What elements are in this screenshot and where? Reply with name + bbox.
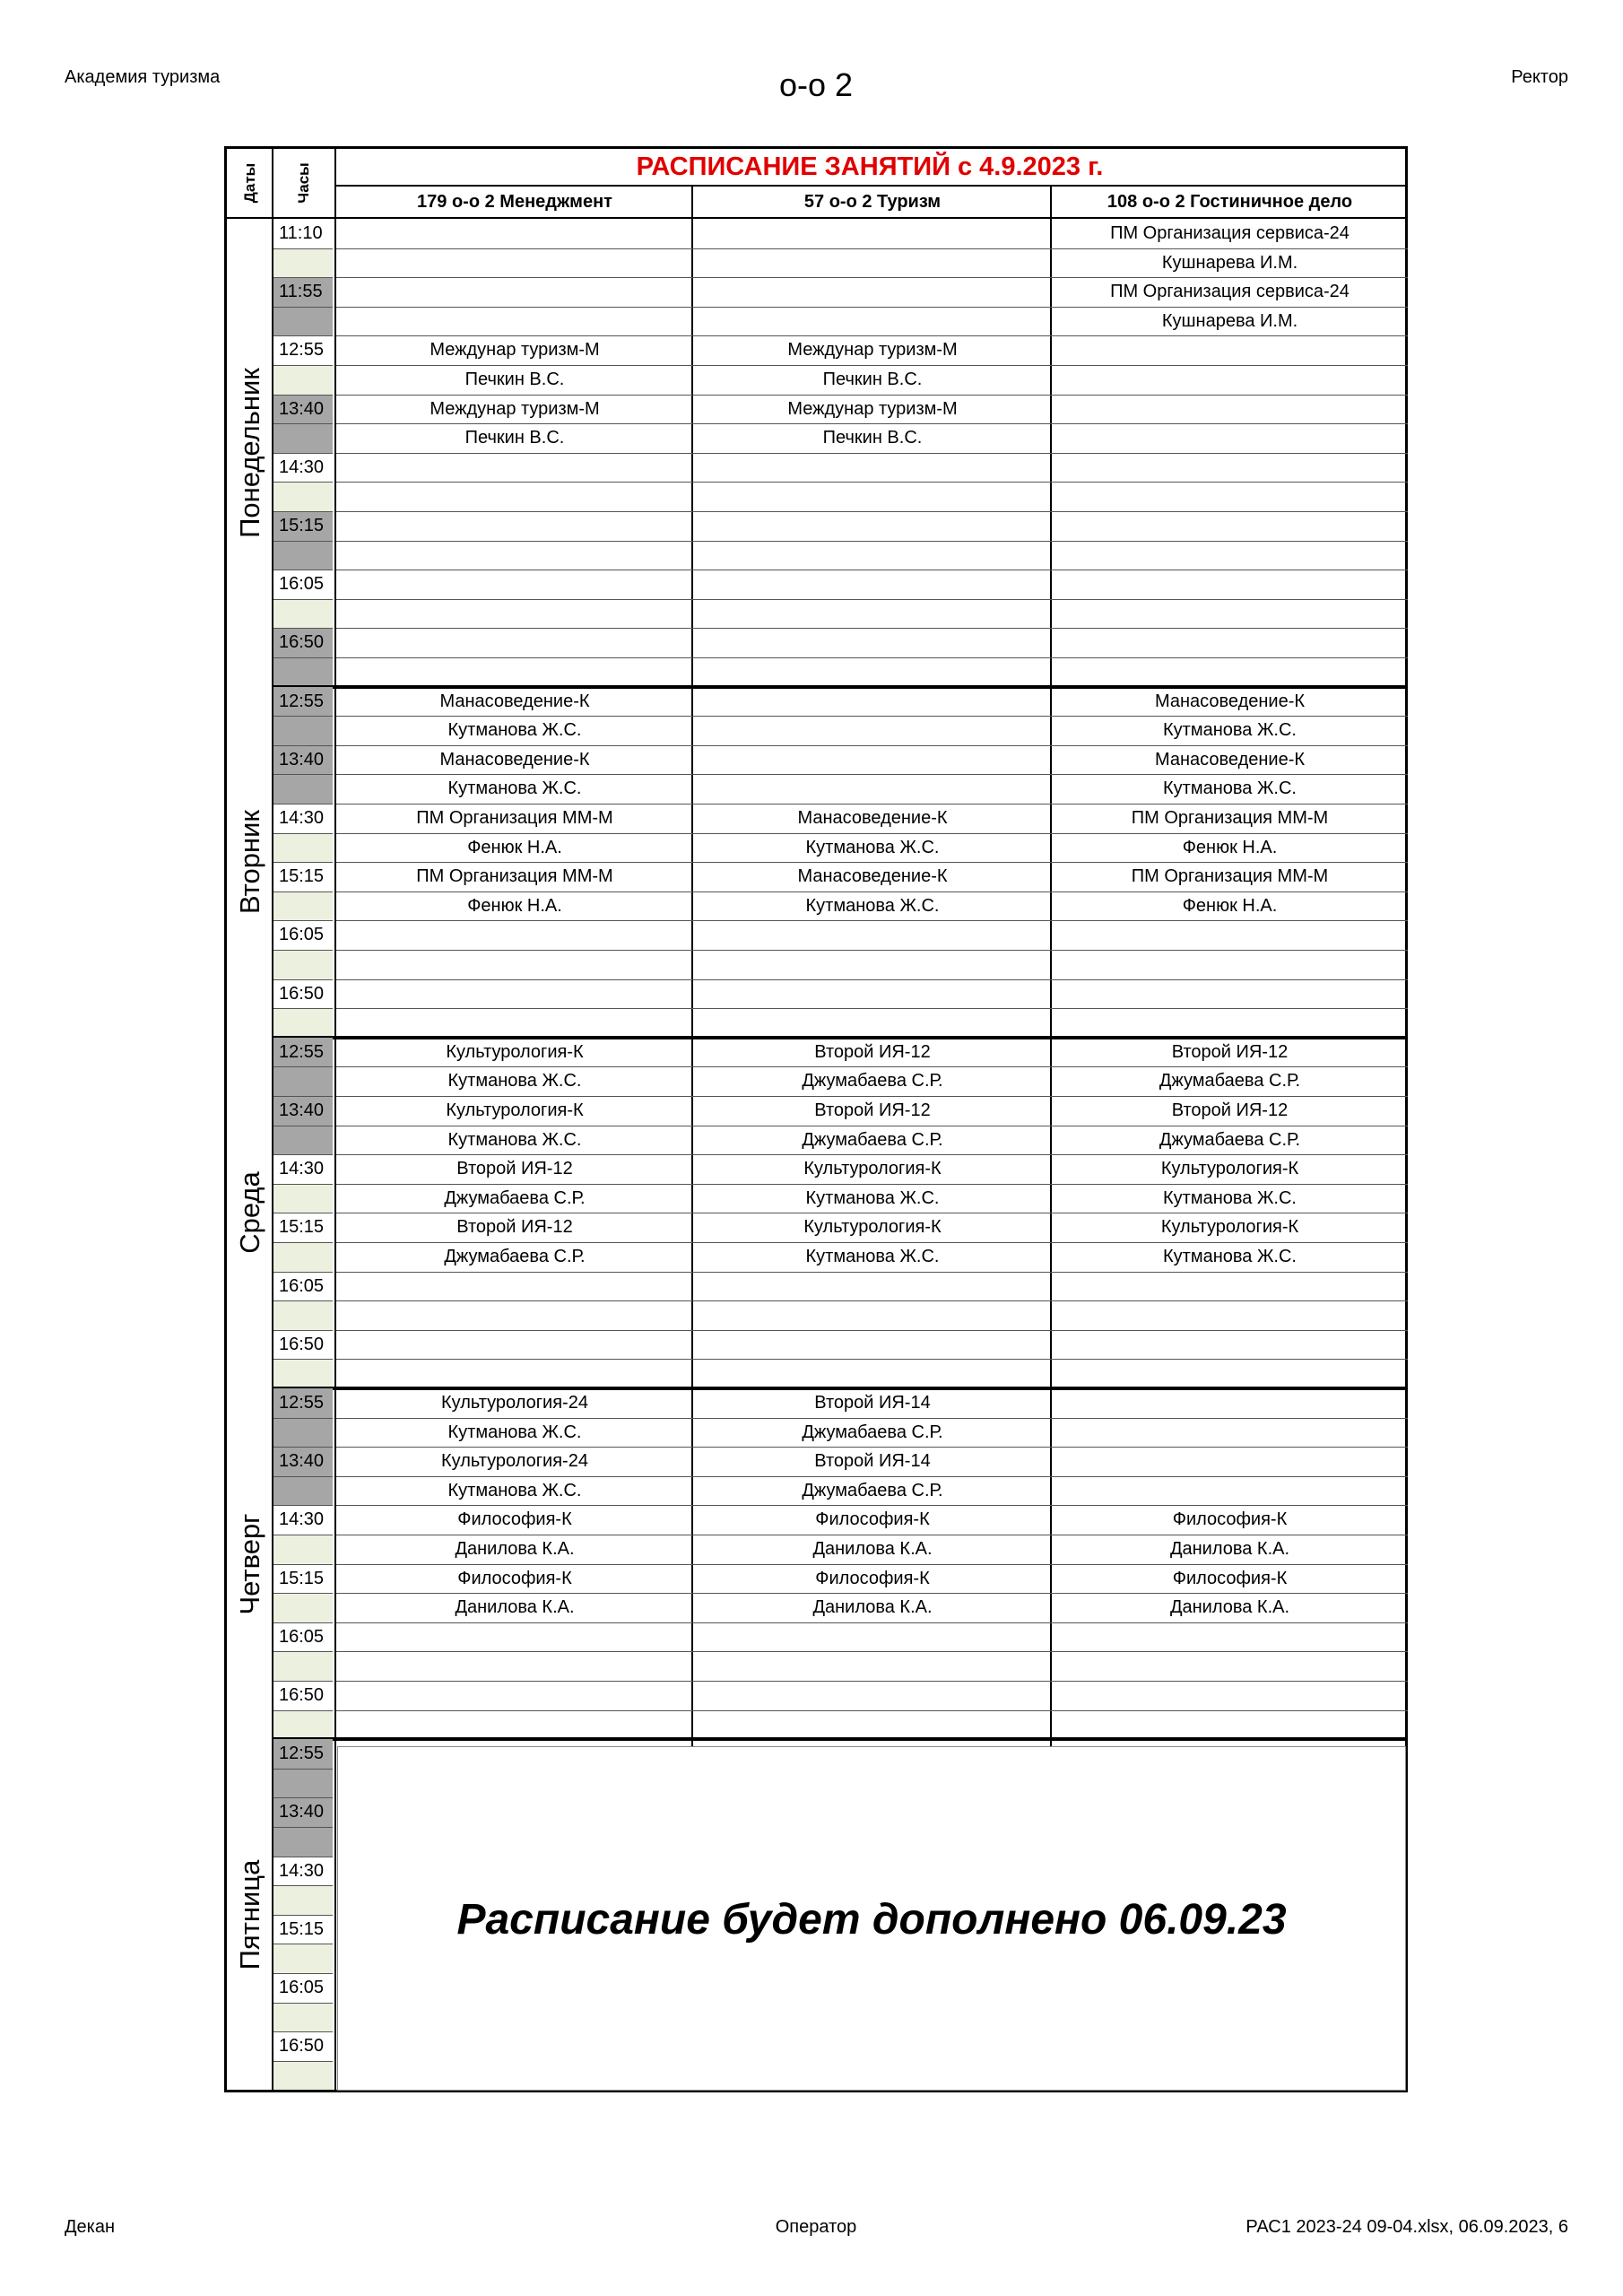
row-line — [273, 833, 333, 834]
time-slot-sub — [273, 1126, 333, 1155]
day-label: Понедельник — [234, 367, 265, 538]
schedule-cell: Кутманова Ж.С. — [805, 1247, 940, 1266]
schedule-cell: Кутманова Ж.С. — [1163, 1247, 1297, 1266]
schedule-cell: Культурология-24 — [441, 1451, 588, 1472]
schedule-cell: Кутманова Ж.С. — [805, 837, 940, 857]
row-line — [273, 979, 333, 980]
column-header-management: 179 о-о 2 Менеджмент — [417, 192, 612, 212]
row-line — [273, 716, 333, 717]
time-slot-sub — [273, 1300, 333, 1330]
row-line — [273, 2003, 333, 2004]
time-slot: 16:05 — [273, 570, 333, 599]
day-label: Четверг — [234, 1513, 265, 1615]
row-line — [336, 1330, 1408, 1331]
row-line — [336, 1300, 1408, 1301]
column-header-tourism: 57 о-о 2 Туризм — [803, 192, 942, 212]
schedule-cell: Данилова К.А. — [1169, 1597, 1290, 1618]
header-center: о-о 2 — [778, 66, 854, 103]
row-line — [273, 774, 333, 775]
row-line — [273, 1154, 333, 1155]
time-slot-sub — [273, 774, 333, 804]
time-slot: 16:05 — [273, 920, 333, 950]
row-line — [273, 1564, 333, 1565]
row-line — [336, 511, 1408, 512]
time-slot: 16:05 — [273, 1622, 333, 1652]
schedule-cell: Междунар туризм-М — [787, 398, 958, 419]
schedule-cell: Кутманова Ж.С. — [447, 1129, 582, 1150]
schedule-cell: Манасоведение-К — [1154, 749, 1306, 770]
row-line — [336, 628, 1408, 629]
row-line — [336, 1008, 1408, 1009]
row-line — [336, 950, 1408, 951]
time-slot: 16:05 — [273, 1272, 333, 1301]
row-line — [273, 950, 333, 951]
time-slot-sub — [273, 423, 333, 453]
schedule-cell: Культурология-К — [446, 1100, 584, 1120]
schedule-cell: Джумабаева С.Р. — [1159, 1129, 1301, 1150]
time-slot: 14:30 — [273, 453, 333, 483]
time-slot-sub — [273, 1535, 333, 1564]
hours-label: Часы — [295, 162, 312, 204]
schedule-title: РАСПИСАНИЕ ЗАНЯТИЙ с 4.9.2023 г. — [636, 152, 1104, 181]
row-line — [273, 1681, 333, 1682]
schedule-cell: Джумабаева С.Р. — [1159, 1071, 1301, 1091]
row-line — [273, 1885, 333, 1886]
schedule-cell: Печкин В.С. — [464, 370, 565, 389]
time-slot: 15:15 — [273, 511, 333, 541]
row-line — [273, 2031, 333, 2032]
row-line — [273, 862, 333, 863]
time-slot-sub — [273, 950, 333, 979]
schedule-cell: Фенюк Н.А. — [467, 895, 562, 916]
time-slot: 14:30 — [273, 1505, 333, 1535]
row-line — [273, 628, 333, 629]
time-slot: 14:30 — [273, 1154, 333, 1184]
time-slot: 16:50 — [273, 1681, 333, 1710]
row-line — [336, 599, 1408, 600]
row-line — [273, 1242, 333, 1243]
schedule-cell: Культурология-К — [1160, 1159, 1299, 1179]
schedule-cell: ПМ Организация ММ-М — [416, 808, 613, 828]
schedule-cell: Фенюк Н.А. — [1182, 837, 1278, 857]
time-slot: 12:55 — [273, 335, 333, 365]
time-slot: 13:40 — [273, 1797, 333, 1827]
schedule-cell: ПМ Организация ММ-М — [416, 866, 613, 887]
row-line — [336, 1359, 1408, 1360]
schedule-table — [224, 146, 1408, 2092]
schedule-cell: ПМ Организация сервиса-24 — [1110, 282, 1350, 302]
time-slot-sub — [273, 1418, 333, 1448]
row-line — [336, 657, 1408, 658]
row-line — [273, 395, 333, 396]
row-line — [273, 1359, 333, 1360]
time-slot: 13:40 — [273, 1096, 333, 1126]
column-header-hotel: 108 о-о 2 Гостиничное дело — [1107, 192, 1353, 212]
day-separator — [272, 1737, 1405, 1741]
schedule-cell: Кутманова Ж.С. — [447, 778, 582, 799]
schedule-cell: ПМ Организация ММ-М — [1131, 866, 1329, 887]
time-slot: 11:10 — [273, 219, 333, 248]
schedule-cell: Кутманова Ж.С. — [447, 1422, 582, 1442]
schedule-cell: Философия-К — [815, 1509, 930, 1530]
time-slot-sub — [273, 1827, 333, 1857]
time-slot: 13:40 — [273, 1447, 333, 1476]
row-line — [336, 1681, 1408, 1682]
row-line — [273, 1769, 333, 1770]
time-slot-sub — [273, 1769, 333, 1798]
schedule-cell: Философия-К — [1172, 1509, 1288, 1530]
time-slot: 15:15 — [273, 862, 333, 891]
schedule-cell: Философия-К — [1172, 1568, 1288, 1588]
time-slot-sub — [273, 1885, 333, 1915]
row-line — [336, 453, 1408, 454]
time-slot-sub — [273, 2003, 333, 2032]
row-line — [273, 482, 333, 483]
time-slot: 11:55 — [273, 277, 333, 307]
schedule-cell: Междунар туризм-М — [430, 398, 600, 419]
time-slot-sub — [273, 833, 333, 863]
time-slot-sub — [273, 307, 333, 336]
row-line — [336, 1622, 1408, 1623]
schedule-cell: Манасоведение-К — [439, 749, 590, 770]
time-slot-sub — [273, 1710, 333, 1740]
row-line — [273, 1008, 333, 1009]
schedule-cell: Кутманова Ж.С. — [1163, 720, 1297, 741]
schedule-cell: Второй ИЯ-12 — [456, 1159, 573, 1179]
row-line — [273, 2061, 333, 2062]
row-line — [273, 423, 333, 424]
time-slot-sub — [273, 1066, 333, 1096]
schedule-cell: Данилова К.А. — [1169, 1539, 1290, 1559]
schedule-cell: Кутманова Ж.С. — [1163, 1187, 1297, 1208]
schedule-cell: Фенюк Н.А. — [467, 837, 562, 857]
time-slot: 16:50 — [273, 628, 333, 657]
time-slot-sub — [273, 716, 333, 745]
row-line — [273, 1593, 333, 1594]
time-slot: 15:15 — [273, 1564, 333, 1594]
row-line — [336, 920, 1408, 921]
title-underline — [334, 185, 1405, 187]
time-slot: 14:30 — [273, 1857, 333, 1886]
row-line — [273, 1066, 333, 1067]
row-line — [273, 1300, 333, 1301]
row-line — [273, 307, 333, 308]
schedule-cell: Второй ИЯ-12 — [814, 1100, 931, 1120]
time-slot: 15:15 — [273, 1213, 333, 1242]
time-slot: 16:05 — [273, 1973, 333, 2003]
row-line — [273, 365, 333, 366]
schedule-cell: Культурология-К — [803, 1217, 942, 1238]
time-slot-sub — [273, 891, 333, 921]
notice-box — [337, 1746, 1406, 2091]
header-left: Академия туризма — [65, 67, 221, 87]
row-line — [273, 920, 333, 921]
row-line — [273, 599, 333, 600]
schedule-cell: Второй ИЯ-14 — [814, 1393, 931, 1413]
schedule-cell: Культурология-К — [803, 1159, 942, 1179]
row-line — [336, 979, 1408, 980]
time-slot-sub — [273, 657, 333, 687]
row-line — [273, 745, 333, 746]
schedule-cell: Печкин В.С. — [464, 428, 565, 448]
time-slot-sub — [273, 1476, 333, 1506]
schedule-cell: Данилова К.А. — [812, 1597, 933, 1618]
time-slot-sub — [273, 1184, 333, 1213]
row-line — [273, 1330, 333, 1331]
row-line — [273, 277, 333, 278]
schedule-cell: Манасоведение-К — [439, 691, 590, 711]
time-slot-sub — [273, 1593, 333, 1622]
time-slot: 12:55 — [273, 1038, 333, 1067]
row-line — [273, 1710, 333, 1711]
time-slot: 12:55 — [273, 1388, 333, 1418]
footer-right: РАС1 2023-24 09-04.xlsx, 06.09.2023, 6 — [1245, 2217, 1568, 2237]
row-line — [273, 1476, 333, 1477]
row-line — [273, 541, 333, 542]
schedule-cell: Междунар туризм-М — [430, 340, 600, 361]
row-line — [273, 1622, 333, 1623]
schedule-cell: Джумабаева С.Р. — [802, 1071, 943, 1091]
time-slot-sub — [273, 248, 333, 278]
time-slot: 16:50 — [273, 1330, 333, 1360]
day-label: Вторник — [234, 810, 265, 915]
schedule-cell: Кутманова Ж.С. — [805, 1187, 940, 1208]
schedule-cell: Манасоведение-К — [1154, 691, 1306, 711]
schedule-cell: Второй ИЯ-12 — [456, 1217, 573, 1238]
schedule-cell: ПМ Организация сервиса-24 — [1110, 223, 1350, 243]
time-slot-sub — [273, 1359, 333, 1388]
row-line — [273, 1184, 333, 1185]
schedule-cell: Философия-К — [815, 1568, 930, 1588]
row-line — [336, 1710, 1408, 1711]
notice-text: Расписание будет дополнено 06.09.23 — [456, 1896, 1287, 1944]
schedule-cell: Междунар туризм-М — [787, 340, 958, 361]
time-slot: 16:50 — [273, 979, 333, 1009]
time-slot: 13:40 — [273, 395, 333, 424]
schedule-cell: Манасоведение-К — [797, 866, 948, 887]
row-line — [273, 1272, 333, 1273]
schedule-cell: Данилова К.А. — [812, 1539, 933, 1559]
row-line — [336, 1651, 1408, 1652]
time-slot-sub — [273, 365, 333, 395]
time-slot: 14:30 — [273, 804, 333, 833]
time-slot-sub — [273, 1242, 333, 1272]
row-line — [273, 335, 333, 336]
time-slot: 12:55 — [273, 687, 333, 717]
row-line — [273, 511, 333, 512]
time-slot: 12:55 — [273, 1739, 333, 1769]
time-slot-sub — [273, 482, 333, 511]
row-line — [273, 1447, 333, 1448]
row-line — [273, 248, 333, 249]
footer-center: Оператор — [775, 2217, 857, 2237]
day-label: Пятница — [234, 1859, 265, 1970]
schedule-cell: Джумабаева С.Р. — [444, 1247, 586, 1266]
schedule-cell: Второй ИЯ-12 — [814, 1041, 931, 1062]
row-line — [273, 1096, 333, 1097]
row-line — [273, 1797, 333, 1798]
header-right: Ректор — [1511, 67, 1568, 87]
schedule-cell: Данилова К.А. — [455, 1597, 575, 1618]
row-line — [273, 1651, 333, 1652]
row-line — [273, 1915, 333, 1916]
schedule-cell: Кутманова Ж.С. — [805, 895, 940, 916]
day-label: Среда — [234, 1171, 265, 1255]
schedule-cell: Джумабаева С.Р. — [802, 1480, 943, 1500]
schedule-cell: Философия-К — [457, 1568, 572, 1588]
schedule-cell: Кутманова Ж.С. — [447, 1480, 582, 1500]
time-slot-sub — [273, 1651, 333, 1681]
time-slot-sub — [273, 1944, 333, 1973]
dates-label: Даты — [241, 162, 258, 204]
time-slot-sub — [273, 541, 333, 570]
schedule-cell: Второй ИЯ-12 — [1171, 1100, 1289, 1120]
time-slot: 15:15 — [273, 1915, 333, 1944]
row-line — [336, 1272, 1408, 1273]
schedule-cell: Джумабаева С.Р. — [444, 1187, 586, 1208]
schedule-cell: Культурология-К — [1160, 1217, 1299, 1238]
schedule-cell: Кутманова Ж.С. — [447, 1071, 582, 1091]
row-line — [273, 1418, 333, 1419]
schedule-cell: Кутманова Ж.С. — [1163, 778, 1297, 799]
schedule-cell: Культурология-24 — [441, 1393, 588, 1413]
row-line — [336, 541, 1408, 542]
schedule-cell: Печкин В.С. — [822, 370, 923, 389]
schedule-cell: Манасоведение-К — [797, 808, 948, 828]
time-slot-sub — [273, 599, 333, 629]
time-slot-sub — [273, 1008, 333, 1038]
schedule-cell: Философия-К — [457, 1509, 572, 1530]
time-slot: 13:40 — [273, 745, 333, 775]
schedule-cell: Кушнарева И.М. — [1161, 252, 1298, 273]
schedule-cell: Кушнарева И.М. — [1161, 310, 1298, 331]
schedule-cell: ПМ Организация ММ-М — [1131, 808, 1329, 828]
schedule-cell: Второй ИЯ-12 — [1171, 1041, 1289, 1062]
schedule-cell: Печкин В.С. — [822, 428, 923, 448]
schedule-cell: Джумабаева С.Р. — [802, 1422, 943, 1442]
row-line — [273, 657, 333, 658]
schedule-cell: Джумабаева С.Р. — [802, 1129, 943, 1150]
row-line — [273, 891, 333, 892]
time-slot-sub — [273, 2061, 333, 2091]
schedule-cell: Фенюк Н.А. — [1182, 895, 1278, 916]
schedule-cell: Кутманова Ж.С. — [447, 720, 582, 741]
row-line — [273, 1505, 333, 1506]
schedule-cell: Второй ИЯ-14 — [814, 1451, 931, 1472]
row-line — [336, 482, 1408, 483]
row-line — [273, 1827, 333, 1828]
time-slot: 16:50 — [273, 2031, 333, 2061]
schedule-cell: Данилова К.А. — [455, 1539, 575, 1559]
footer-left: Декан — [65, 2217, 116, 2237]
row-line — [273, 1973, 333, 1974]
schedule-cell: Культурология-К — [446, 1041, 584, 1062]
row-line — [273, 453, 333, 454]
